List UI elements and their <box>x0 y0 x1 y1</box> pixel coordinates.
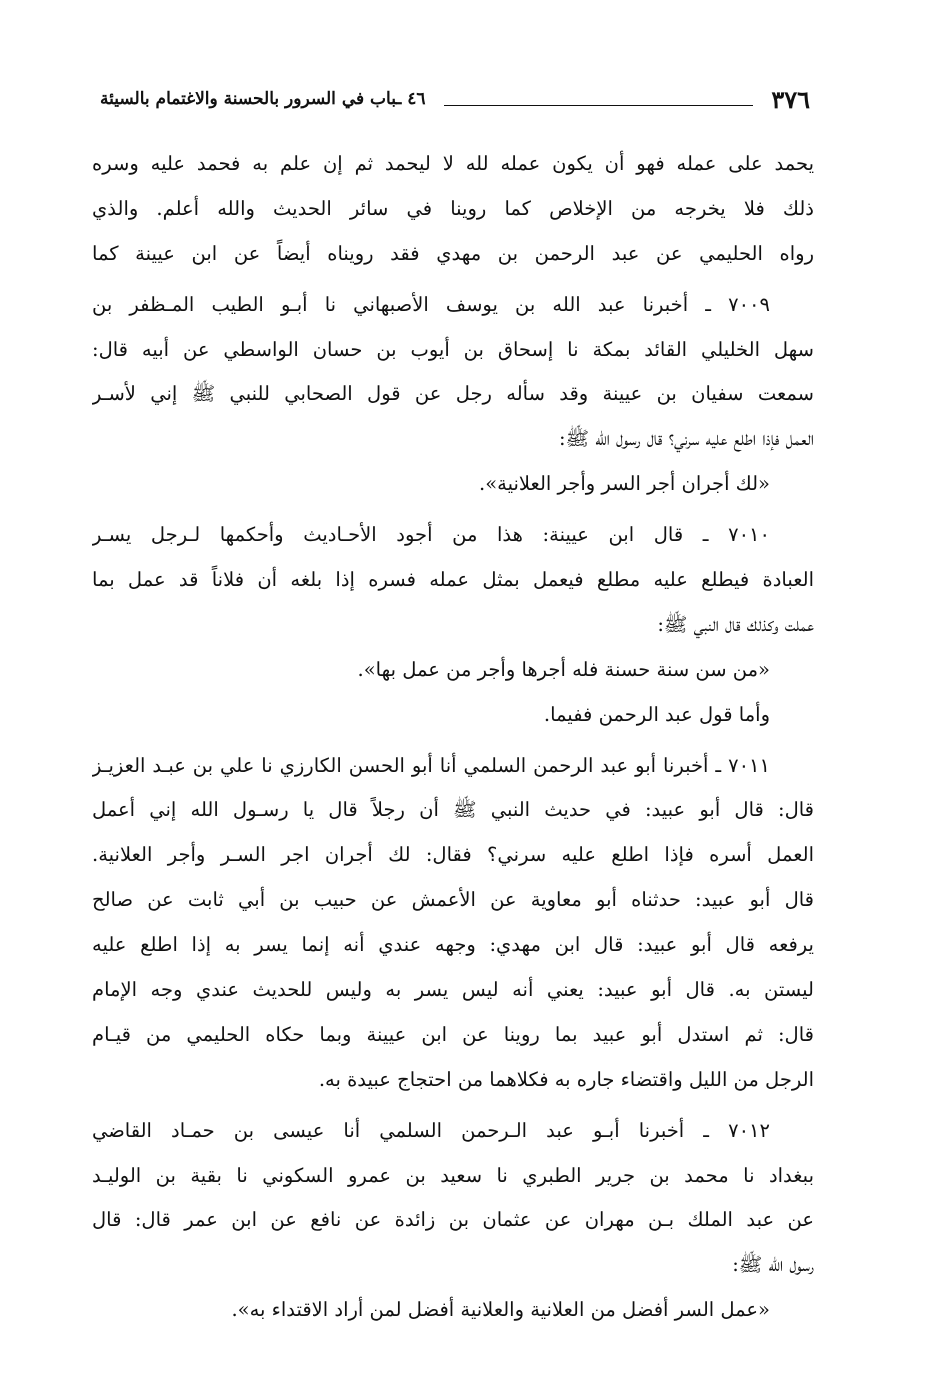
text-line: قال: قال أبو عبيد: في حديث النبي ﷺ أن رجلاً قال يا رسـول الله إني أعمل <box>92 798 814 822</box>
chapter-title: ٤٦ ـباب في السرور بالحسنة والاغتمام بالسيئة <box>100 89 426 109</box>
text-line: ليستن به. قال أبو عبيد: يعني أنه ليس يسر به وليس للحديث عندي وجه الإمام <box>92 978 814 1002</box>
text-line: عملت وكذلك قال النبي ﷺ: <box>657 612 814 636</box>
text-line: ذلك فلا يخرجه من الإخلاص كما روينا في سائر الحديث والله أعلم. والذي <box>92 196 814 220</box>
text-line: عن عبد الملك بـن مهران عن عثمان بن زائدة عن نافع عن ابن عمر قال: قال <box>92 1208 814 1232</box>
text-line: قال: ثم استدل أبو عبيد بما روينا عن ابن عيينة وبما حكاه الحليمي من قيـام <box>92 1022 814 1046</box>
paragraph-hadith-7011 <box>92 744 814 1103</box>
paragraph-hadith-7012 <box>92 1109 814 1333</box>
text-line: سهل الخليلي القائد بمكة نا إسحاق بن أيوب بن حسان الواسطي عن أبيه قال: <box>92 337 814 361</box>
page-number: ٣٧٦ <box>771 84 810 114</box>
text-line: ٧٠١١ ـ أخبرنا أبو عبد الرحمن السلمي أنا أبو الحسن الكارزي نا علي بن عبـد العزيـز <box>92 753 770 777</box>
quote-line: «لك أجران أجر السر وأجر العلانية». <box>479 472 770 496</box>
quote-line: «عمل السر أفضل من العلانية والعلانية أفضل لمن أراد الاقتداء به». <box>231 1298 770 1322</box>
text-line: الرجل من الليل واقتضاء جاره به فكلاهما من احتجاج عبيدة به. <box>318 1067 814 1091</box>
running-header <box>100 84 810 114</box>
text-line: رسول الله ﷺ: <box>732 1253 814 1277</box>
text-line: يرفعه قال أبو عبيد: قال ابن مهدي: وجهه عندي أنه إنما يسر به إذا اطلع عليه <box>92 933 814 957</box>
quote-line: «من سن سنة حسنة فله أجرها وأجر من عمل بها». <box>357 657 770 681</box>
paragraph-hadith-7009 <box>92 283 814 507</box>
text-line: سمعت سفيان بن عيينة وقد سأله رجل عن قول الصحابي للنبي ﷺ إني لأسـر <box>92 382 814 406</box>
text-line: العبادة فيطلع عليه مطلع فيعمل بمثل عمله فسره إذا بلغه أن فلاناً قد عمل بما <box>92 568 814 592</box>
text-line: ٧٠٠٩ ـ أخبرنا عبد الله بن يوسف الأصبهاني نا أبـو الطيب المـظفر بن <box>92 292 770 316</box>
text-line: ٧٠١٠ ـ قال ابن عيينة: هذا من أجود الأحـاديث وأحكمها لـرجل يسـر <box>92 523 770 547</box>
text-line: يحمد على عمله فهو أن يكون عمله لله لا ليحمد ثم إن علم به فحمد عليه وسره <box>92 152 814 175</box>
paragraph-hadith-7010 <box>92 513 814 737</box>
text-line: قال أبو عبيد: حدثناه أبو معاوية عن الأعمش عن حبيب بن أبي ثابت عن صالح <box>92 888 814 912</box>
text-line: العمل أسره فإذا اطلع عليه سرني؟ فقال: لك أجران اجر السـر وأجر العلانية. <box>92 843 814 867</box>
paragraph-intro <box>92 142 814 277</box>
text-line: وأما قول عبد الرحمن ففيما. <box>543 702 770 726</box>
text-line: ٧٠١٢ ـ أخبرنا أبـو عبد الـرحمن السلمي أنا عيسى بن حمـاد القاضي <box>92 1118 770 1142</box>
body-text <box>92 142 814 1333</box>
text-line: رواه الحليمي عن عبد الرحمن بن مهدي فقد رويناه أيضاً عن ابن عيينة كما <box>92 241 814 265</box>
header-rule <box>444 105 754 106</box>
text-line: العمل فإذا اطلع عليه سرني؟ قال رسول الله ﷺ: <box>558 427 814 451</box>
text-line: ببغداد نا محمد بن جرير الطبري نا سعيد بن عمرو السكوني نا بقية بن الوليـد <box>92 1163 814 1187</box>
